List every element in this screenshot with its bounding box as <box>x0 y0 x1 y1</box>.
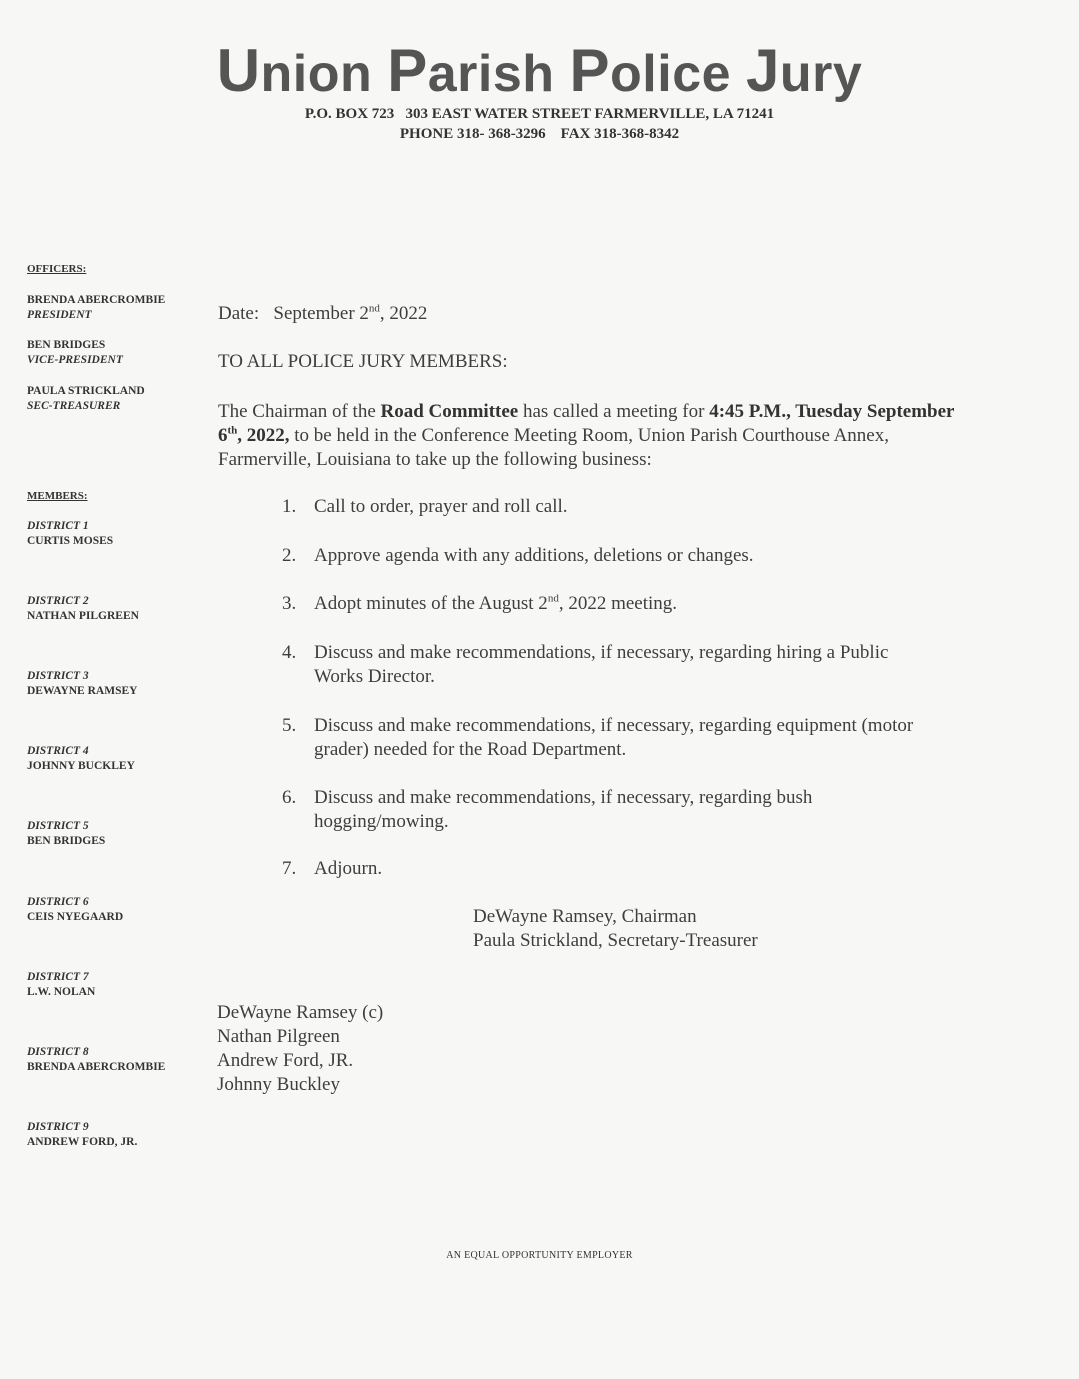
agenda-item: 5. Discuss and make recommendations, if necessary, regarding equipment (motor grader) needed for the Road Department. <box>282 715 914 760</box>
committee-member: Nathan Pilgreen <box>217 1026 340 1047</box>
letter-date: Date: September 2nd, 2022 <box>218 302 428 324</box>
officer-role: PRESIDENT <box>27 309 92 321</box>
agenda-item: 3. Adopt minutes of the August 2nd, 2022 meeting. <box>282 592 678 614</box>
member-district: DISTRICT 9 <box>27 1121 89 1133</box>
officers-heading: OFFICERS: <box>27 263 87 275</box>
agenda-item: 4. Discuss and make recommendations, if necessary, regarding hiring a Public Works Director. <box>282 642 889 687</box>
member-district: DISTRICT 2 <box>27 595 89 607</box>
officer-role: SEC-TREASURER <box>27 400 121 412</box>
member-district: DISTRICT 7 <box>27 971 89 983</box>
agenda-item: 6. Discuss and make recommendations, if necessary, regarding bush hogging/mowing. <box>282 787 813 832</box>
agenda-item: 2. Approve agenda with any additions, deletions or changes. <box>282 545 754 566</box>
letterhead-phone: PHONE 318- 368-3296 FAX 318-368-8342 <box>399 126 680 142</box>
meeting-paragraph: The Chairman of the Road Committee has called a meeting for 4:45 P.M., Tuesday September 6th, 2022, to be held in the Conference Meeting Room, Union Parish Courthouse Annex, Farmerville, Louisiana to take up the following business: <box>218 401 955 470</box>
committee-member: Johnny Buckley <box>217 1074 340 1095</box>
salutation: TO ALL POLICE JURY MEMBERS: <box>218 351 508 372</box>
footer-eoe: AN EQUAL OPPORTUNITY EMPLOYER <box>446 1250 633 1261</box>
member-name: BRENDA ABERCROMBIE <box>27 1061 166 1073</box>
agenda-item: 1. Call to order, prayer and roll call. <box>282 496 568 517</box>
member-district: DISTRICT 1 <box>27 520 89 532</box>
member-district: DISTRICT 3 <box>27 670 89 682</box>
committee-member: DeWayne Ramsey (c) <box>217 1002 384 1023</box>
member-name: DEWAYNE RAMSEY <box>27 685 138 697</box>
officer-name: BRENDA ABERCROMBIE <box>27 294 166 306</box>
officer-role: VICE-PRESIDENT <box>27 354 123 366</box>
member-name: NATHAN PILGREEN <box>27 610 139 622</box>
officer-name: BEN BRIDGES <box>27 339 106 351</box>
committee-member: Andrew Ford, JR. <box>217 1050 354 1071</box>
member-name: CEIS NYEGAARD <box>27 911 124 923</box>
officer-name: PAULA STRICKLAND <box>27 385 145 397</box>
member-name: BEN BRIDGES <box>27 835 106 847</box>
member-name: JOHNNY BUCKLEY <box>27 760 135 772</box>
letterhead-address: P.O. BOX 723 303 EAST WATER STREET FARMERVILLE, LA 71241 <box>304 106 775 122</box>
members-heading: MEMBERS: <box>27 490 88 502</box>
member-district: DISTRICT 4 <box>27 745 89 757</box>
member-name: CURTIS MOSES <box>27 535 114 547</box>
member-district: DISTRICT 6 <box>27 896 89 908</box>
signature-chairman: DeWayne Ramsey, Chairman <box>473 906 697 927</box>
member-district: DISTRICT 5 <box>27 820 89 832</box>
member-name: L.W. NOLAN <box>27 986 96 998</box>
agenda-item: 7. Adjourn. <box>282 858 383 879</box>
signature-secretary: Paula Strickland, Secretary-Treasurer <box>473 930 758 951</box>
member-name: ANDREW FORD, JR. <box>27 1136 138 1148</box>
letterhead-title: Union Parish Police Jury <box>216 37 863 104</box>
member-district: DISTRICT 8 <box>27 1046 89 1058</box>
